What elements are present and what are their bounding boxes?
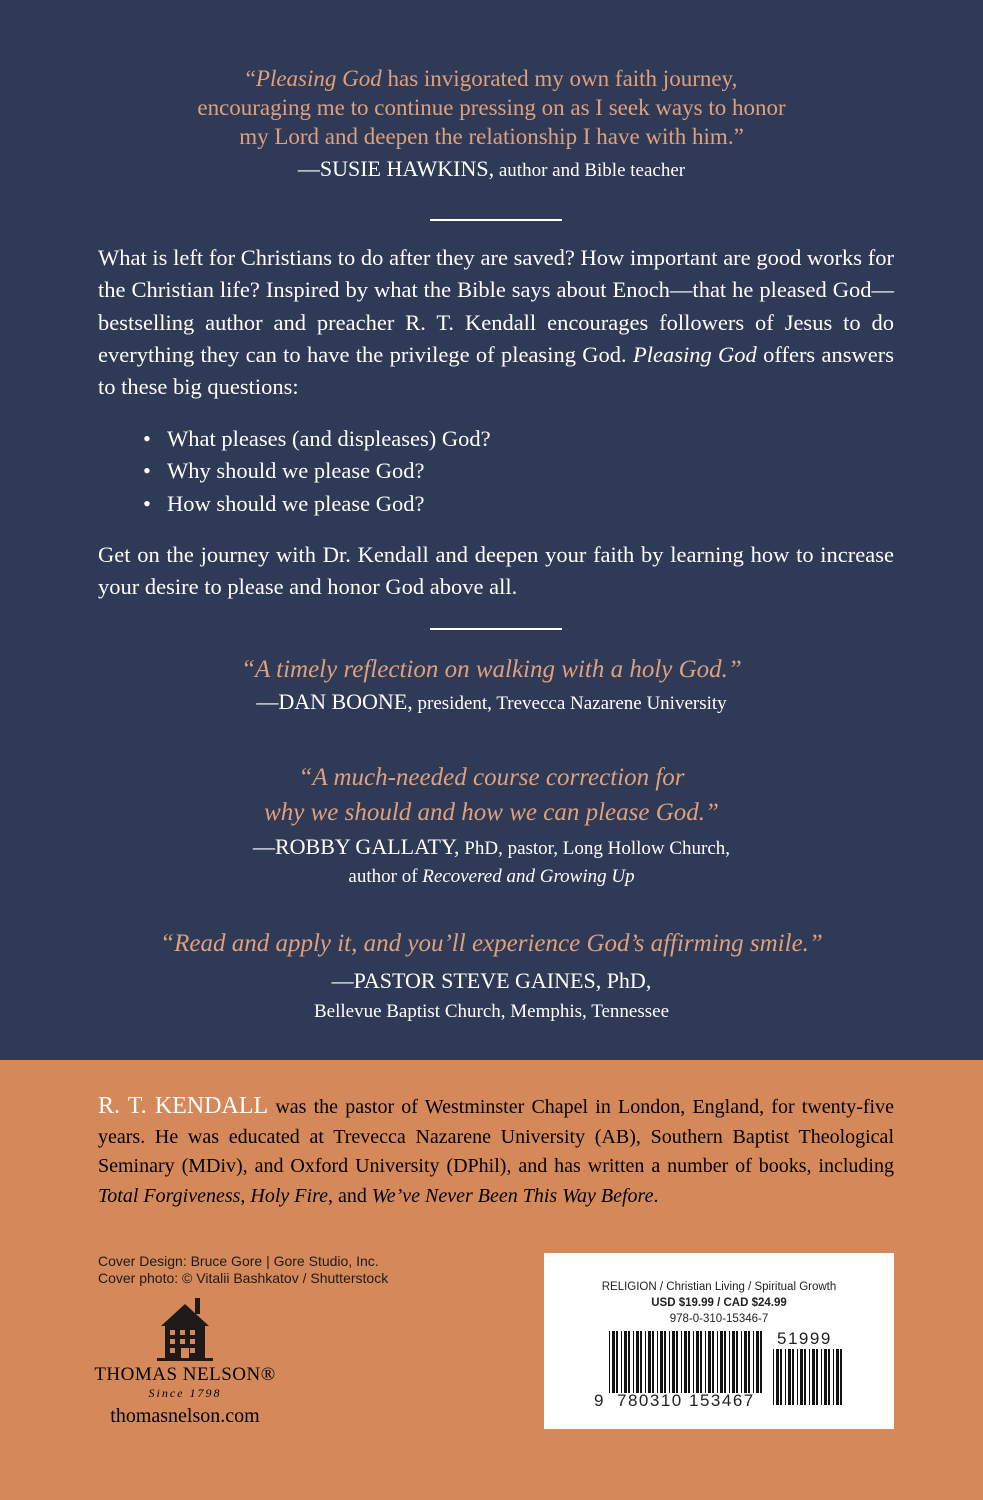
- price-label: USD $19.99 / CAD $24.99: [651, 1297, 787, 1309]
- publisher-since: Since 1798: [148, 1386, 222, 1400]
- endorser-role: president, Trevecca Nazarene University: [412, 693, 727, 714]
- publisher-block: [90, 1296, 280, 1428]
- endorsement-attribution: —ROBBY GALLATY, PhD, pastor, Long Hollow Church, author of Recovered and Growing Up: [252, 834, 731, 887]
- endorsement-robby-gallaty: [60, 760, 923, 891]
- author-bio: R. T. KENDALL was the pastor of Westminster Chapel in London, England, for twenty-five years. He was educated at Trevecca Nazarene University (AB), Southern Baptist Theological Seminary (MDiv), and Oxford University (DPhil), and has written a number of books, including Total Forgiveness, Holy Fire, and We’ve Never Been This Way Before.: [98, 1093, 894, 1207]
- house-logo-icon: [155, 1296, 215, 1362]
- divider-rule: [430, 219, 562, 221]
- endorser-role: author and Bible teacher: [494, 160, 686, 181]
- publisher-name: THOMAS NELSON®: [94, 1364, 276, 1385]
- author-name: R. T. KENDALL: [98, 1093, 269, 1119]
- endorser-name: —ROBBY GALLATY,: [252, 834, 460, 859]
- endorsement-quote: “A timely reflection on walking with a holy God.”: [241, 656, 742, 683]
- cover-design-credit: Cover Design: Bruce Gore | Gore Studio, Inc.: [98, 1253, 379, 1269]
- endorser-name: —SUSIE HAWKINS,: [297, 156, 495, 181]
- endorsement-attribution: [60, 966, 923, 1026]
- cover-photo-credit: Cover photo: © Vitalii Bashkatov / Shutterstock: [98, 1270, 389, 1286]
- addon-digits: 51999: [777, 1329, 832, 1348]
- barcode-box: [544, 1253, 894, 1429]
- endorsement-steve-gaines: [60, 928, 923, 1026]
- list-item: • Why should we please God?: [143, 455, 491, 487]
- list-item: • What pleases (and displeases) God?: [143, 423, 491, 455]
- closing-paragraph: Get on the journey with Dr. Kendall and deepen your faith by learning how to increase your desire to please and honor God above all.: [98, 542, 894, 600]
- barcode-right-digits: 153467: [689, 1391, 755, 1410]
- publisher-website: thomasnelson.com: [110, 1405, 260, 1427]
- endorsement-susie-hawkins: [60, 64, 923, 183]
- description-paragraph: What is left for Christians to do after they are saved? How important are good works for the Christian life? Inspired by what the Bible says about Enoch—that he pleased God—bestselling author and preacher R. T. Kendall encourages followers of Jesus to do everything they can to have the privilege of pleasing God. Pleasing God offers answers to these big questions:: [98, 245, 894, 400]
- barcode-lead-digit: 9: [594, 1391, 605, 1410]
- endorsement-quote: “A much-needed course correction for why we should and how we can please God.”: [264, 764, 719, 826]
- endorser-books: Recovered and Growing Up: [422, 866, 635, 887]
- cover-credits: [98, 1253, 388, 1287]
- endorser-role: Bellevue Baptist Church, Memphis, Tennessee: [313, 1001, 670, 1022]
- bisac-category: RELIGION / Christian Living / Spiritual Growth: [601, 1281, 837, 1293]
- isbn-label: 978-0-310-15346-7: [669, 1313, 769, 1325]
- book-title-ref: Pleasing God: [255, 66, 382, 91]
- endorsement-quote: “Pleasing God has invigorated my own faith journey, encouraging me to continue pressing on as I seek ways to honor my Lord and deepen the relationship I have with him.”: [197, 66, 786, 149]
- endorser-name: —PASTOR STEVE GAINES, PhD,: [331, 968, 652, 993]
- divider-rule: [430, 628, 562, 630]
- endorsement-quote: “Read and apply it, and you’ll experience God’s affirming smile.”: [160, 930, 823, 957]
- barcode-left-digits: 780310: [617, 1391, 683, 1410]
- endorsement-attribution: [60, 690, 923, 716]
- endorsement-dan-boone: [60, 654, 923, 716]
- question-list: [143, 423, 491, 520]
- list-item: • How should we please God?: [143, 488, 491, 520]
- endorser-name: —DAN BOONE,: [256, 689, 413, 714]
- endorsement-attribution: [60, 157, 923, 183]
- endorser-role: PhD, pastor, Long Hollow Church,: [459, 838, 731, 859]
